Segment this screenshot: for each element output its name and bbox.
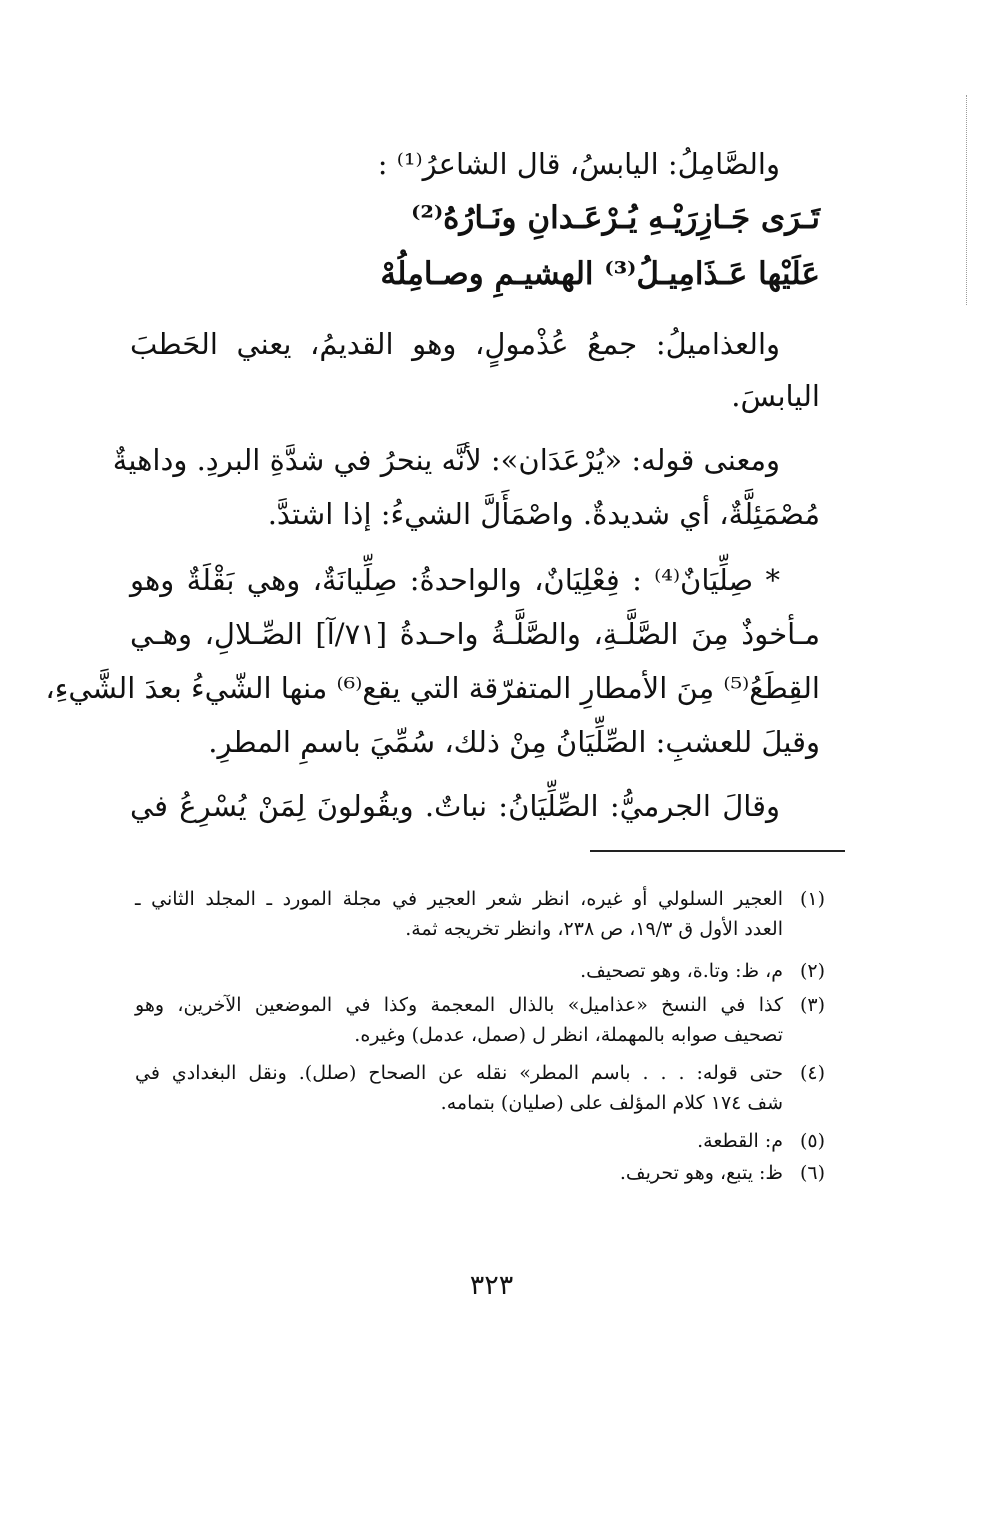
footnote-text: حتى قوله: . . . باسم المطر» نقله عن الصحاح (صلل). ونقل البغدادي في: [135, 1062, 783, 1084]
text-line: اليابسَ.: [731, 379, 820, 413]
margin-dotted-rule: [966, 95, 967, 305]
footnote-text: العجير السلولي أو غيره، انظر شعر العجير في مجلة المورد ـ المجلد الثاني ـ: [135, 888, 783, 910]
footnote-number: (١): [799, 888, 825, 910]
text-line: والصَّامِلُ: اليابسُ، قال الشاعرُ⁽¹⁾ :: [377, 147, 780, 181]
text-line: والعذاميلُ: جمعُ عُذْمولٍ، وهو القديمُ، يعني الحَطبَ: [130, 327, 780, 361]
footnote-number: (٤): [799, 1062, 825, 1084]
footnote-number: (٦): [799, 1162, 825, 1184]
page-number: ٣٢٣: [469, 1270, 514, 1301]
footnote-number: (٥): [799, 1130, 825, 1152]
footnote-text: ظ: يتبع، وهو تحريف.: [619, 1162, 783, 1184]
footnote-text: م، ظ: وتا.ة، وهو تصحيف.: [580, 960, 783, 982]
text-line: وقيلَ للعشبِ: الصِّلِّيَانُ مِنْ ذلك، سُمِّيَ باسمِ المطرِ.: [208, 725, 820, 759]
text-line: ومعنى قوله: «يُرْعَدَان»: لأنَّه ينحرُ في شدَّةِ البردِ. وداهيةٌ: [112, 443, 780, 477]
footnote-text: كذا في النسخ «عذاميل» بالذال المعجمة وكذا في الموضعين الآخرين، وهو: [135, 994, 783, 1016]
footnote-separator: [590, 850, 845, 852]
main-text: [45, 0, 820, 840]
footnote-number: (٣): [799, 994, 825, 1016]
entry-headword-line: * صِلِّيَانٌ⁽⁴⁾ : فِعْلِيَانٌ، والواحدةُ: صِلِّيانَةٌ، وهي بَقْلَةٌ وهو: [130, 563, 780, 597]
footnotes: [135, 870, 825, 1190]
footnote-text: م: القطعة.: [697, 1130, 783, 1152]
footnote-text: تصحيف صوابه بالمهملة، انظر ل (صمل، عدمل) وغيره.: [354, 1024, 783, 1046]
footnote-text: شف ١٧٤ كلام المؤلف على (صليان) بتمامه.: [440, 1092, 783, 1114]
text-line: مُصْمَئِلَّةٌ، أي شديدةٌ. واصْمَأَلَّ الشيءُ: إذا اشتدَّ.: [267, 497, 820, 531]
footnote-text: العدد الأول ق ١٩/٣، ص ٢٣٨، وانظر تخريجه ثمة.: [405, 918, 783, 940]
verse-line-1: تَـرَى جَـازِرَيْـهِ يُـرْعَـدانِ ونَـارُهُ⁽²⁾: [411, 200, 820, 236]
text-line: وقالَ الجرميُّ: الصِّلِّيَانُ: نباتٌ. ويقُولونَ لِمَنْ يُسْرِعُ في: [130, 789, 780, 823]
text-line: مـأخوذٌ مِنَ الصَّلَّـةِ، والصَّلَّـةُ واحـدةُ [٧١/آ] الصِّـلالِ، وهـي: [130, 617, 820, 651]
footnote-number: (٢): [799, 960, 825, 982]
verse-line-2: عَلَيْها عَـذَامِيـلُ⁽³⁾ الهشيـمِ وصـامِلُهْ: [380, 256, 820, 292]
text-line: القِطَعُ⁽⁵⁾ مِنَ الأمطارِ المتفرّقة التي يقع⁽⁶⁾ منها الشّيءُ بعدَ الشَّيءِ،: [45, 671, 820, 705]
